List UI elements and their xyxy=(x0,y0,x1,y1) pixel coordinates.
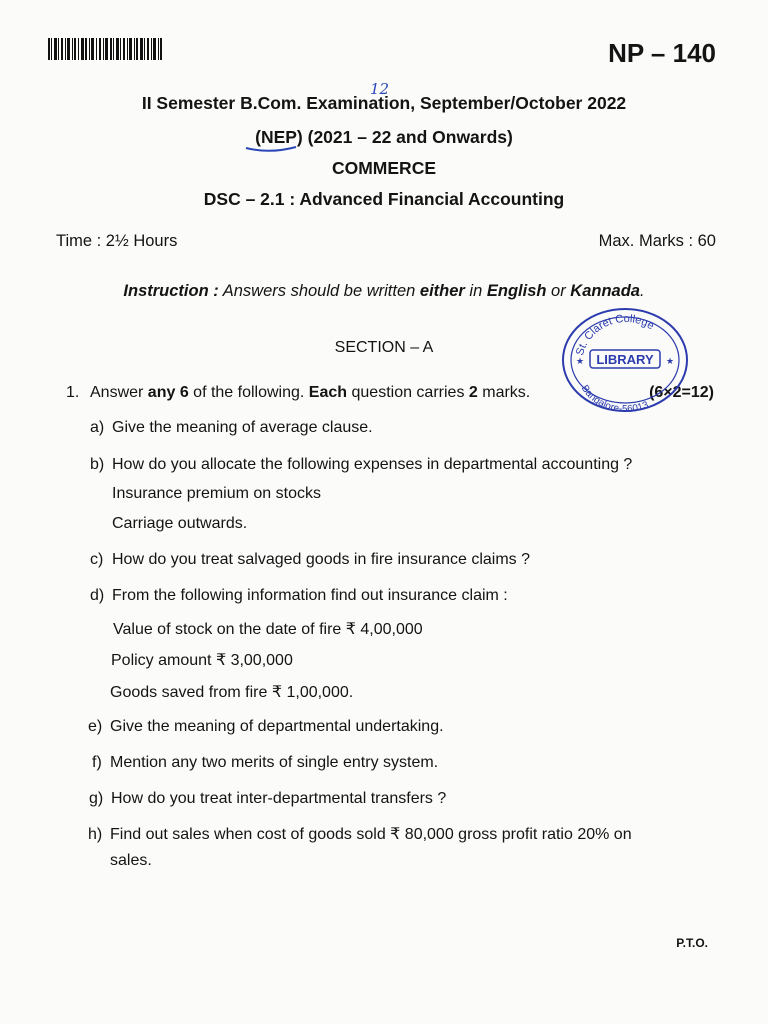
library-stamp xyxy=(560,306,690,414)
scheme-line: (NEP) (2021 – 22 and Onwards) xyxy=(255,127,513,147)
subject: COMMERCE xyxy=(331,158,437,178)
list-item xyxy=(89,790,446,808)
list-item xyxy=(90,551,530,569)
instruction-either: either xyxy=(419,282,465,300)
sub-item: Insurance premium on stocks xyxy=(112,485,321,502)
item-text: How do you treat inter-departmental transfers ? xyxy=(111,790,447,807)
list-item xyxy=(88,718,444,736)
stamp-center-text: LIBRARY xyxy=(596,352,654,367)
item-label: c) xyxy=(90,551,104,568)
instruction xyxy=(0,282,768,301)
question-marks: (6×2=12) xyxy=(649,384,714,401)
item-label: g) xyxy=(89,790,104,807)
item-text: Find out sales when cost of goods sold ₹ 80,000 gross profit ratio 20% on xyxy=(110,826,632,843)
item-continuation: sales. xyxy=(110,852,152,869)
item-text: How do you treat salvaged goods in fire insurance claims ? xyxy=(112,551,530,568)
item-label: b) xyxy=(90,456,105,473)
stamp-bottom-text: Bangalore-56013 xyxy=(578,383,651,414)
sub-item: Policy amount ₹ 3,00,000 xyxy=(111,652,293,669)
section-heading: SECTION – A xyxy=(334,339,434,356)
item-label: e) xyxy=(88,718,103,735)
item-text: Give the meaning of departmental undertaking. xyxy=(110,718,444,735)
star-icon: ★ xyxy=(575,356,585,366)
sub-item: Carriage outwards. xyxy=(112,515,248,532)
question-text: marks. xyxy=(477,384,531,401)
instruction-text: Answers should be written xyxy=(218,282,420,300)
star-icon: ★ xyxy=(665,356,675,366)
question-bold: any 6 xyxy=(147,384,189,401)
instruction-text: or xyxy=(546,282,571,300)
question-text: Answer xyxy=(90,384,148,401)
question-text: of the following. xyxy=(188,384,309,401)
list-item xyxy=(90,456,632,474)
item-label: f) xyxy=(92,754,102,771)
paper-title: DSC – 2.1 : Advanced Financial Accounting xyxy=(203,189,565,209)
instruction-kannada: Kannada xyxy=(570,282,640,300)
item-text: Give the meaning of average clause. xyxy=(112,419,373,436)
instruction-text: in xyxy=(464,282,487,300)
instruction-text: . xyxy=(639,282,645,300)
question-bold: Each xyxy=(308,384,348,401)
question-text: question carries xyxy=(347,384,469,401)
stamp-top-text: St. Claret College xyxy=(574,312,657,357)
item-text: Mention any two merits of single entry system. xyxy=(110,754,439,771)
item-text: From the following information find out insurance claim : xyxy=(112,587,508,604)
item-label: h) xyxy=(88,826,103,843)
sub-item: Goods saved from fire ₹ 1,00,000. xyxy=(110,684,354,701)
list-item xyxy=(90,587,508,605)
question-number: 1. xyxy=(66,384,80,401)
question-bold: 2 xyxy=(468,384,478,401)
sub-item: Value of stock on the date of fire ₹ 4,00,000 xyxy=(113,621,423,638)
exam-title: II Semester B.Com. Examination, September/October 2022 xyxy=(141,93,627,113)
item-label: a) xyxy=(90,419,105,436)
handwritten-note: 12 xyxy=(370,80,390,98)
pto-label: P.T.O. xyxy=(676,936,708,950)
item-label: d) xyxy=(90,587,105,604)
time-allowed: Time : 2½ Hours xyxy=(56,232,178,250)
instruction-english: English xyxy=(486,282,547,300)
instruction-label: Instruction : xyxy=(123,282,219,300)
list-item xyxy=(88,824,632,844)
paper-code: NP – 140 xyxy=(608,38,716,68)
barcode xyxy=(48,38,162,60)
list-item xyxy=(92,754,438,772)
item-text: How do you allocate the following expenses in departmental accounting ? xyxy=(112,456,633,473)
list-item xyxy=(90,419,373,437)
max-marks: Max. Marks : 60 xyxy=(598,232,716,250)
